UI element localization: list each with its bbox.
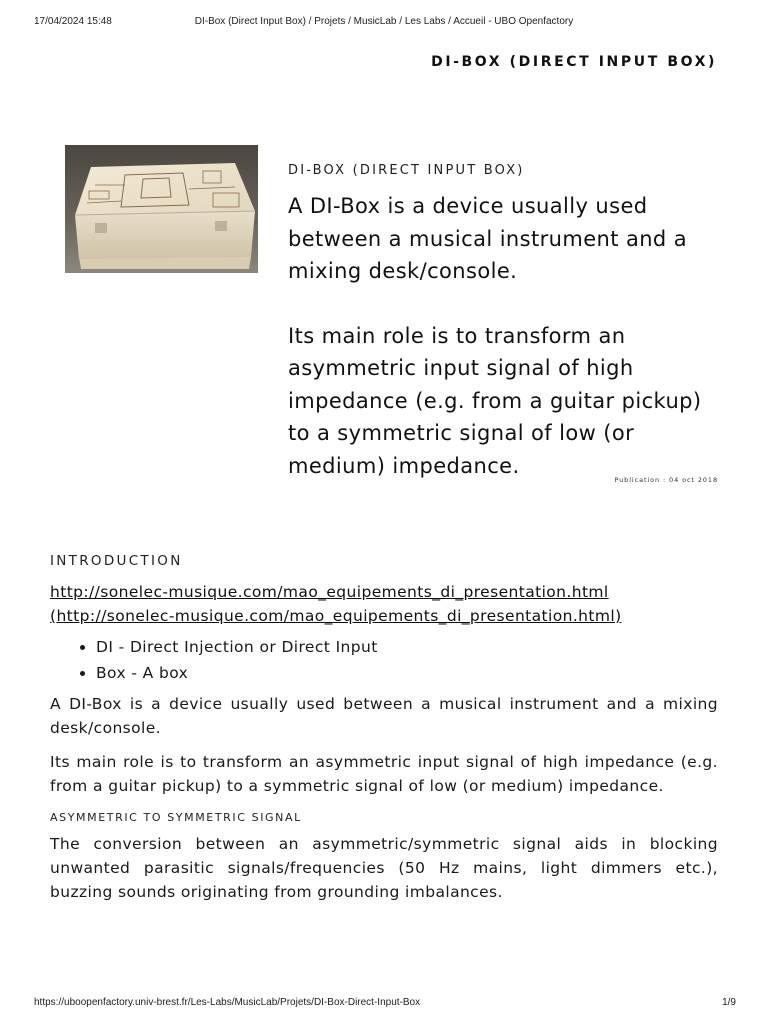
intro-paragraph-1: A DI-Box is a device usually used between a musical instrument and a mixing desk/console.	[50, 695, 718, 737]
hero-summary	[288, 190, 728, 482]
subheading-asymmetric-to-symmetric: ASYMMETRIC TO SYMMETRIC SIGNAL	[50, 811, 302, 824]
site-title: DI-BOX (DIRECT INPUT BOX)	[431, 54, 717, 70]
di-box-photo	[65, 145, 258, 273]
source-link[interactable]: http://sonelec-musique.com/mao_equipements_di_presentation.html	[50, 583, 609, 601]
publication-date: Publication : 04 oct 2018	[614, 476, 718, 484]
conversion-paragraph: The conversion between an asymmetric/symmetric signal aids in blocking unwanted parasitic signals/frequencies (50 Hz mains, light dimmers etc.), buzzing sounds originating from grounding imbalances.	[50, 835, 718, 901]
hero-kicker: DI-BOX (DIRECT INPUT BOX)	[288, 163, 525, 178]
hero-paragraph-1: A DI-Box is a device usually used between a musical instrument and a mixing desk/console.	[288, 194, 688, 283]
intro-paragraph-2: Its main role is to transform an asymmetric input signal of high impedance (e.g. from a guitar pickup) to a symmetric signal of low (or medium) impedance.	[50, 753, 718, 795]
article-content	[50, 552, 718, 904]
list-item: • DI - Direct Injection or Direct Input	[96, 634, 718, 660]
print-header	[0, 16, 768, 32]
print-date: 17/04/2024 15:48	[34, 16, 112, 27]
page-number: 1/9	[722, 997, 736, 1008]
print-page-title: DI-Box (Direct Input Box) / Projets / MusicLab / Les Labs / Accueil - UBO Openfactory	[194, 16, 574, 27]
hero-paragraph-2: Its main role is to transform an asymmetric input signal of high impedance (e.g. from a guitar pickup) to a symmetric signal of low (or medium) impedance.	[288, 323, 702, 478]
print-footer	[0, 997, 768, 1013]
list-item: • Box - A box	[96, 660, 718, 686]
print-url: https://uboopenfactory.univ-brest.fr/Les-Labs/MusicLab/Projets/DI-Box-Direct-Input-Box	[34, 997, 421, 1008]
section-heading-introduction: INTRODUCTION	[50, 553, 183, 569]
definition-list	[50, 634, 718, 686]
source-link-url[interactable]: (http://sonelec-musique.com/mao_equipements_di_presentation.html)	[50, 607, 622, 625]
